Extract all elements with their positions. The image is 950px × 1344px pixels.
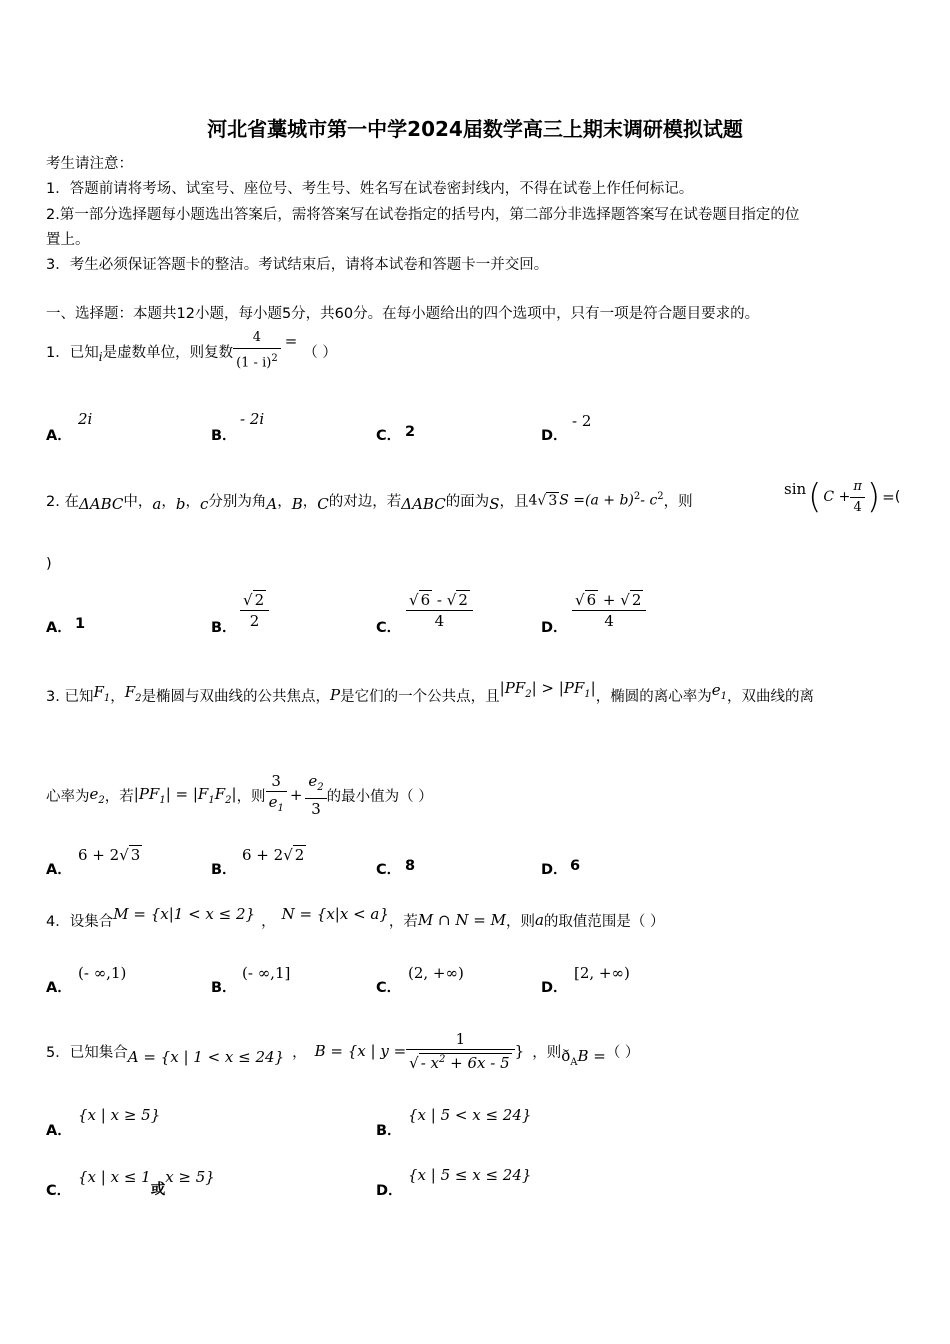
q1-text-mid: 是虚数单位，则复数 [102, 344, 234, 361]
q5-complement-sub: A [570, 1056, 578, 1068]
q2-text-6: ，且 [499, 493, 529, 510]
q5-set-b-pre: B = {x | y = [314, 1042, 407, 1060]
q4-condition: M ∩ N = M [417, 911, 506, 929]
q5-set-a: A = {x | 1 < x ≤ 24} [127, 1048, 285, 1066]
q3-text-1: 3. 已知 [46, 688, 94, 705]
q3-fraction-2 [305, 771, 326, 819]
q2-d-root-a: 6 [586, 591, 597, 609]
q2-d-op: + [602, 591, 616, 609]
q2-text-2: 中， [123, 493, 153, 510]
q4-text-4: 的取值范围是（ ） [543, 913, 665, 930]
q5-complement-b: B = [577, 1046, 606, 1065]
q5-option-c-value [78, 1166, 215, 1198]
q5-text-1: 5．已知集合 [46, 1044, 128, 1061]
q1-option-a-label: A． [46, 428, 72, 444]
q3-comma: ， [110, 688, 125, 705]
q3-f2: F [124, 682, 136, 701]
q3-ineq-right-sub: 1 [584, 688, 591, 700]
q3-l2-text-4: 的最小值为（ ） [326, 788, 433, 805]
q3-ineq-mid: | > |PF [531, 678, 585, 697]
q3-f2-num: e [308, 772, 318, 790]
q3-var-p: P [330, 686, 341, 704]
q3-option-c-label: C． [376, 862, 402, 878]
q2-paren-open: ( [894, 489, 901, 505]
q2-text-1: 2. 在 [46, 493, 79, 510]
q3-a-root: 3 [130, 846, 141, 864]
q3-e1: e [711, 680, 721, 699]
q5-frac-num: 1 [406, 1029, 515, 1050]
q2-d-root-b: 2 [631, 591, 642, 609]
question-5 [46, 1022, 639, 1080]
q2-comma-1: ， [161, 493, 176, 510]
q3-option-d-label: D． [541, 862, 568, 878]
q2-comma-2: ， [185, 493, 200, 510]
q1-frac-den: (1 - i) [236, 355, 272, 371]
q1-option-d-label: D． [541, 428, 568, 444]
q3-plus: + [289, 786, 303, 804]
q5-option-d-label: D． [376, 1183, 403, 1199]
q2-eq-s: S = [559, 492, 586, 509]
q5-option-b-value: {x | 5 < x ≤ 24} [408, 1106, 532, 1124]
q2-comma-3: ， [277, 493, 292, 510]
q2-four: 4 [853, 499, 862, 515]
q2-option-a-value: 1 [75, 616, 86, 632]
q2-pi-fraction [850, 477, 865, 518]
q3-cond-a: |PF [133, 784, 160, 803]
q2-rhs-2: - c [640, 492, 658, 509]
q4-option-b-value: (- ∞,1] [242, 964, 291, 982]
q5-option-c-label: C． [46, 1183, 72, 1199]
q5-c-value-a: {x | x ≤ 1 [78, 1168, 151, 1186]
q2-rhs-exp-2: 2 [657, 491, 664, 503]
q4-option-a-value: (- ∞,1) [78, 964, 127, 982]
q3-ineq-end: | [590, 678, 596, 697]
q3-ineq-left: |PF [499, 678, 526, 697]
q3-f1: F [93, 682, 104, 701]
q2-triangle-1: ΔABC [78, 495, 124, 513]
q5-frac-den-exp: 2 [439, 1054, 446, 1065]
q1-option-a-value: 2i [78, 410, 93, 428]
q5-text-3: （ ） [605, 1044, 640, 1061]
q4-set-m: M = {x|1 < x ≤ 2} [113, 905, 256, 923]
q1-option-d-value: - 2 [572, 412, 592, 430]
q2-angle-c: C [317, 495, 329, 513]
q2-option-a-label: A． [46, 620, 72, 636]
q2-option-c-label: C． [376, 620, 402, 636]
q2-text-7: ，则 [663, 493, 693, 510]
q2-sin-expression: sin ( C + $\frac{\pi}{4}$ ) = ( [784, 477, 901, 517]
q2-coef: 4 [528, 492, 538, 509]
q5-set-b-close: } [514, 1042, 525, 1060]
q2-var-a: a [152, 495, 162, 513]
q2-eq-end: = [882, 488, 895, 506]
q3-f1-num: 3 [266, 771, 287, 792]
q3-cond-a-sub: 1 [159, 794, 166, 806]
q4-option-b-label: B． [211, 980, 237, 996]
q3-f2-num-sub: 2 [317, 782, 324, 793]
q2-text-5: 的面为 [445, 493, 490, 510]
q3-option-d-value: 6 [570, 858, 581, 874]
q5-text-2: ，则 [532, 1044, 562, 1061]
q3-f2-sub: 2 [135, 692, 142, 704]
q3-fraction-1 [266, 771, 287, 819]
notice-item-2-cont: 置上。 [46, 232, 90, 248]
q4-option-d-value: [2, +∞) [574, 964, 630, 982]
question-1 [46, 326, 337, 376]
question-3-line-1 [46, 675, 814, 715]
q4-text-2: ，若 [388, 913, 418, 930]
q1-text-pre: 1．已知 [46, 344, 99, 361]
q3-option-b-label: B． [211, 862, 237, 878]
q3-option-b-value: 6 + 2√ 2 [242, 846, 305, 864]
q2-triangle-2: ΔABC [401, 495, 446, 513]
q4-text-3: ，则 [505, 913, 535, 930]
notice-item-3: 3．考生必须保证答题卡的整洁。考试结束后，请将本试卷和答题卡一并交回。 [46, 257, 549, 273]
q2-equation [528, 491, 663, 509]
q2-sqrt: √ 3 [537, 492, 558, 509]
q5-complement: ð [561, 1046, 571, 1065]
q3-text-5: ，双曲线的离 [727, 688, 814, 705]
q3-cond-b: | = |F [165, 784, 209, 803]
q2-c-den: 4 [434, 612, 445, 630]
q2-angle-b: B [291, 495, 303, 513]
q2-text-4: 的对边，若 [328, 493, 402, 510]
q4-option-c-label: C． [376, 980, 402, 996]
q3-b-pre: 6 + 2 [242, 846, 284, 864]
q5-option-a-value: {x | x ≥ 5} [78, 1106, 161, 1124]
q2-paren-close: ) [46, 556, 52, 572]
q3-l2-text-3: ，则 [236, 788, 266, 805]
q2-c-root-a: 6 [420, 591, 431, 609]
question-2 [46, 480, 693, 520]
q2-option-b-fraction: $\frac{√ 2}{2}$ [240, 590, 269, 631]
q3-cond-b-sub: 1 [208, 794, 215, 806]
q4-set-n: N = {x|x < a} [281, 905, 389, 923]
notice-item-1: 1．答题前请将考场、试室号、座位号、考生号、姓名写在试卷密封线内，不得在试卷上作任何标记。 [46, 181, 694, 197]
q1-option-c-value: 2 [405, 424, 416, 440]
q3-e2-sub: 2 [98, 794, 105, 806]
q3-ineq-left-sub: 2 [525, 688, 532, 700]
q5-option-b-label: B． [376, 1123, 402, 1139]
q1-frac-den-exp: 2 [271, 353, 278, 365]
q2-rhs-exp: 2 [633, 491, 641, 503]
q1-equals: = [284, 332, 298, 350]
q1-option-b-label: B． [211, 428, 237, 444]
q2-sin-arg: C + [823, 489, 851, 505]
question-3-line-2 [46, 760, 433, 830]
q2-angle-a: A [266, 495, 278, 513]
q4-comma: ， [261, 913, 276, 930]
q3-option-c-value: 8 [405, 858, 416, 874]
q5-frac-den: - x [420, 1054, 439, 1072]
q1-fraction [233, 328, 281, 373]
q3-option-a-label: A． [46, 862, 72, 878]
q4-option-c-value: (2, +∞) [408, 964, 464, 982]
q5-option-a-label: A． [46, 1123, 72, 1139]
q3-l2-text-1: 心率为 [46, 788, 90, 805]
notice-heading: 考生请注意： [46, 156, 133, 172]
page-title: 河北省藁城市第一中学2024届数学高三上期末调研模拟试题 [207, 117, 743, 141]
q1-option-c-label: C． [376, 428, 402, 444]
q2-c-root-b: 2 [458, 591, 468, 609]
q5-frac-den-rest: + 6x - 5 [450, 1054, 510, 1072]
q2-option-b-label: B． [211, 620, 237, 636]
q3-l2-text-2: ，若 [104, 788, 134, 805]
q5-c-value-b: x ≥ 5} [165, 1168, 215, 1186]
q3-b-root: 2 [294, 846, 305, 864]
q3-f1-den-sub: 1 [277, 803, 284, 814]
question-4 [46, 900, 665, 940]
q2-option-c-fraction: $\frac{√ 6 - √ 2}{4}$ [406, 590, 473, 631]
q2-var-s: S [489, 495, 500, 513]
q2-b-den: 2 [249, 612, 260, 630]
q5-option-d-value: {x | 5 ≤ x ≤ 24} [408, 1166, 532, 1184]
q2-c-op: - [436, 591, 442, 609]
q5-fraction: $\frac{1}{√ - x^2 + 6x - 5}$ [406, 1029, 515, 1073]
q3-e1-sub: 1 [720, 690, 727, 702]
section-heading: 一、选择题：本题共12小题，每小题5分，共60分。在每小题给出的四个选项中，只有一项是符合题目要求的。 [46, 306, 760, 322]
q3-text-2: 是椭圆与双曲线的公共焦点， [141, 688, 331, 705]
q4-text-1: 4．设集合 [46, 913, 114, 930]
q3-cond-d: | [231, 784, 237, 803]
q5-comma: ， [292, 1044, 307, 1061]
q3-f1-sub: 1 [103, 692, 111, 704]
q2-option-d-label: D． [541, 620, 568, 636]
q2-var-b: b [175, 495, 186, 513]
q3-option-a-value: 6 + 2√ 3 [78, 846, 141, 864]
q2-comma-4: ， [302, 493, 318, 510]
q3-cond-c-sub: 2 [225, 794, 232, 806]
q1-frac-num: 4 [233, 328, 281, 349]
q3-f1-den: e [268, 793, 278, 811]
q3-e2: e [89, 784, 99, 803]
q1-var-i: i [98, 350, 103, 364]
q2-rhs-1: (a + b) [585, 492, 634, 509]
q5-c-or: 或 [150, 1182, 166, 1198]
notice-item-2: 2.第一部分选择题每小题选出答案后，需将答案写在试卷指定的括号内，第二部分非选择题答案写在试卷题目指定的位 [46, 207, 800, 223]
q2-pi: π [850, 477, 865, 498]
q2-d-den: 4 [604, 612, 614, 630]
q3-text-4: ，椭圆的离心率为 [595, 688, 712, 705]
q3-a-pre: 6 + 2 [78, 846, 120, 864]
q4-var-a: a [534, 911, 544, 929]
q3-text-3: 是它们的一个公共点，且 [340, 688, 500, 705]
q3-f2-den: 3 [311, 800, 321, 818]
q4-option-a-label: A． [46, 980, 72, 996]
q2-text-3: 分别为角 [208, 493, 267, 510]
q2-sin: sin [784, 480, 807, 498]
q1-option-b-value: - 2i [240, 410, 265, 428]
q4-option-d-label: D． [541, 980, 568, 996]
q2-option-d-fraction: $\frac{√ 6 + √ 2}{4}$ [572, 590, 646, 631]
q2-var-c: c [199, 495, 209, 513]
q1-blank: （ ） [303, 344, 337, 361]
q3-cond-c: F [214, 784, 226, 803]
q2-sqrt-radicand: 3 [548, 492, 558, 509]
q2-b-root: 2 [254, 591, 265, 609]
